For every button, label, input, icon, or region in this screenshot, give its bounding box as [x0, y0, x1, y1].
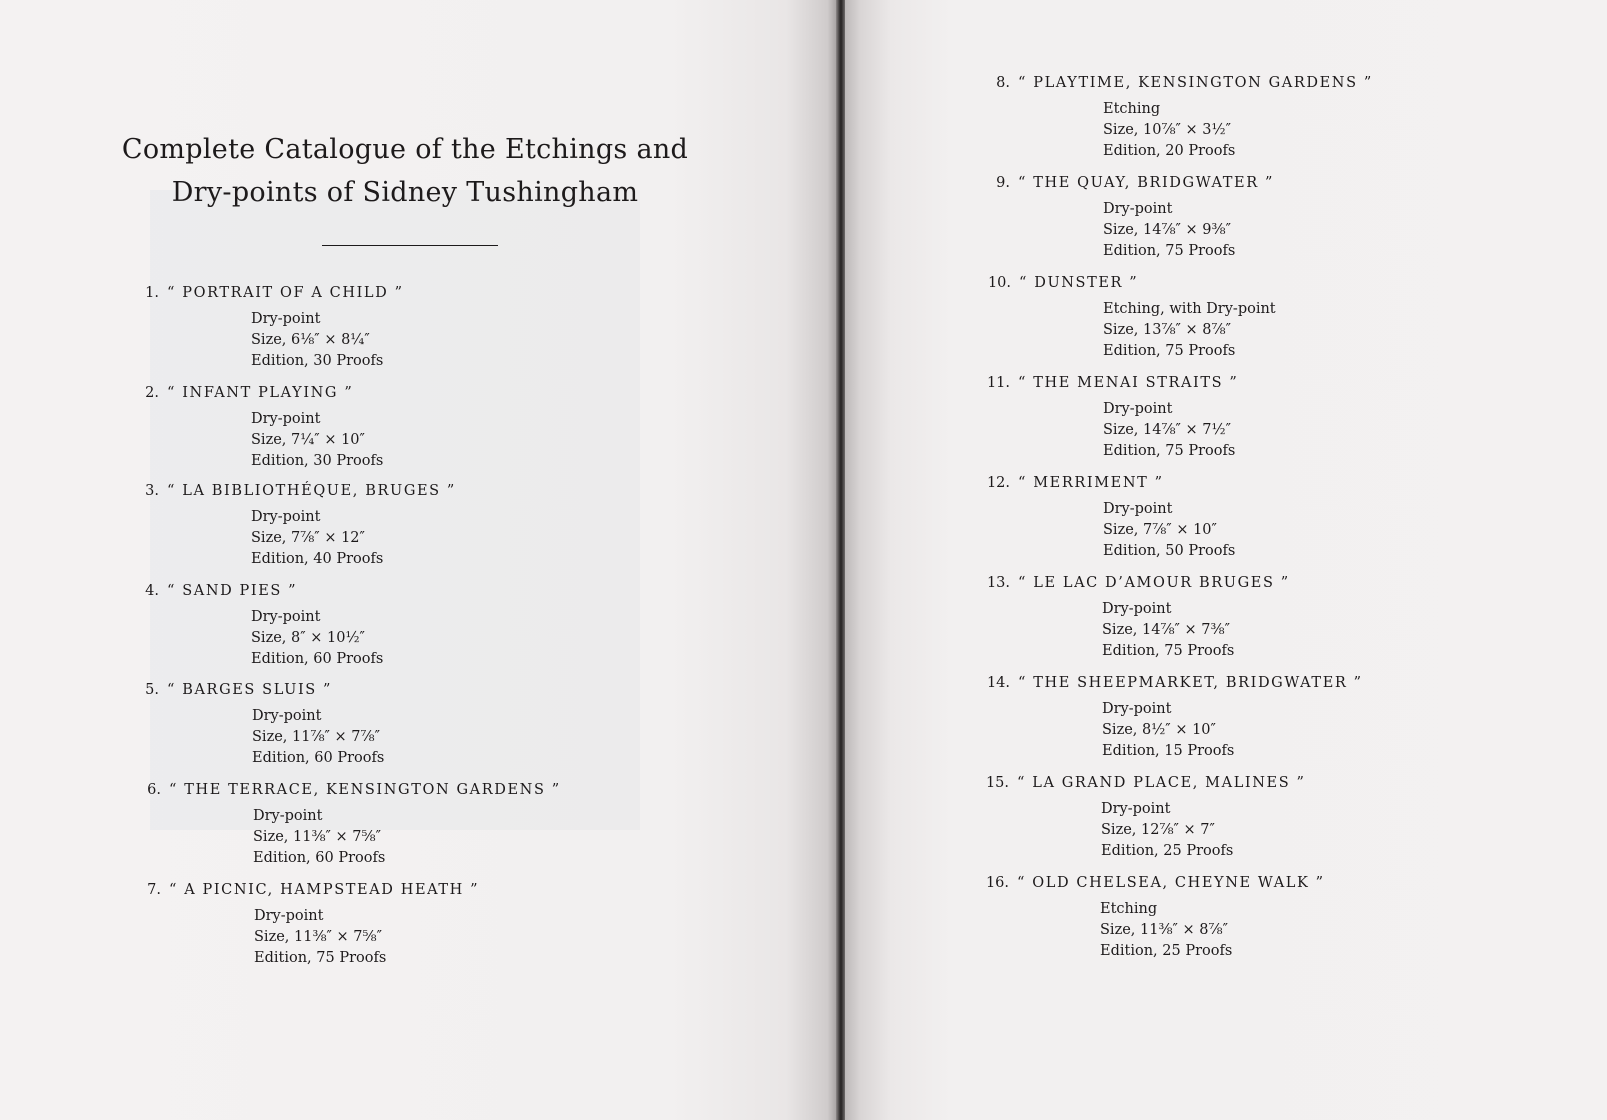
entry-title: “ BARGES SLUIS ”	[167, 682, 333, 698]
catalogue-entry	[975, 475, 1235, 562]
entry-medium: Dry-point	[1101, 801, 1171, 817]
entry-edition: Edition, 25 Proofs	[1101, 843, 1234, 859]
entry-title: “ THE TERRACE, KENSINGTON GARDENS ”	[169, 782, 561, 798]
entry-number: 8.	[996, 75, 1010, 91]
entry-title: “ LE LAC D’AMOUR BRUGES ”	[1018, 575, 1290, 591]
entry-medium: Etching	[1103, 101, 1161, 117]
entry-number: 6.	[147, 782, 161, 798]
entry-details	[1103, 99, 1235, 162]
entry-heading	[975, 475, 1235, 499]
entry-size: Size, 12⅞″ × 7″	[1101, 822, 1215, 838]
entry-size: Size, 14⅞″ × 9⅜″	[1103, 222, 1231, 238]
book-gutter	[836, 0, 845, 1120]
entry-size: Size, 11⅜″ × 7⅝″	[254, 929, 382, 945]
entry-medium: Dry-point	[251, 609, 321, 625]
entry-details	[1103, 299, 1276, 362]
entry-details	[251, 309, 383, 372]
entry-title: “ LA BIBLIOTHÉQUE, BRUGES ”	[167, 483, 456, 499]
catalogue-entry	[985, 75, 1373, 162]
entry-medium: Dry-point	[251, 311, 321, 327]
title-line-2: Dry-points of Sidney Tushingham	[171, 177, 639, 208]
entry-details	[1103, 399, 1235, 462]
entry-title: “ THE SHEEPMARKET, BRIDGWATER ”	[1018, 675, 1363, 691]
entry-heading	[975, 675, 1363, 699]
catalogue-title	[110, 128, 700, 214]
entry-title: “ LA GRAND PLACE, MALINES ”	[1017, 775, 1306, 791]
entry-medium: Dry-point	[1102, 601, 1172, 617]
entry-size: Size, 11⅜″ × 8⅞″	[1100, 922, 1228, 938]
entry-heading	[137, 882, 480, 906]
entry-heading	[975, 275, 1276, 299]
catalogue-entry	[975, 875, 1325, 962]
entry-details	[1100, 899, 1232, 962]
entry-edition: Edition, 30 Proofs	[251, 353, 384, 369]
entry-number: 12.	[986, 475, 1010, 491]
entry-title: “ THE QUAY, BRIDGWATER ”	[1018, 175, 1274, 191]
entry-number: 11.	[986, 375, 1010, 391]
entry-edition: Edition, 75 Proofs	[254, 950, 387, 966]
entry-number: 2.	[145, 385, 159, 401]
entry-size: Size, 7⅞″ × 10″	[1103, 522, 1217, 538]
entry-number: 1.	[145, 285, 159, 301]
right-page	[845, 0, 1607, 1120]
catalogue-entry	[137, 682, 384, 769]
entry-size: Size, 14⅞″ × 7⅜″	[1102, 622, 1230, 638]
entry-title: “ MERRIMENT ”	[1018, 475, 1164, 491]
entry-title: “ DUNSTER ”	[1019, 275, 1139, 291]
entry-details	[252, 706, 384, 769]
entry-heading	[137, 483, 456, 507]
entry-number: 14.	[986, 675, 1010, 691]
entry-number: 9.	[996, 175, 1010, 191]
entry-size: Size, 13⅞″ × 8⅞″	[1103, 322, 1231, 338]
catalogue-entry	[137, 285, 404, 372]
entry-medium: Dry-point	[1103, 401, 1173, 417]
entry-title: “ OLD CHELSEA, CHEYNE WALK ”	[1017, 875, 1325, 891]
entry-size: Size, 10⅞″ × 3½″	[1103, 122, 1231, 138]
entry-number: 3.	[145, 483, 159, 499]
entry-medium: Dry-point	[251, 509, 321, 525]
entry-heading	[137, 285, 404, 309]
entry-edition: Edition, 60 Proofs	[252, 750, 385, 766]
entry-heading	[975, 775, 1306, 799]
entry-edition: Edition, 60 Proofs	[253, 850, 386, 866]
entry-size: Size, 11⅜″ × 7⅝″	[253, 829, 381, 845]
entry-title: “ INFANT PLAYING ”	[167, 385, 354, 401]
entry-size: Size, 7¼″ × 10″	[251, 432, 365, 448]
catalogue-entry	[985, 175, 1274, 262]
entry-number: 7.	[147, 882, 161, 898]
entry-edition: Edition, 75 Proofs	[1103, 343, 1236, 359]
entry-size: Size, 14⅞″ × 7½″	[1103, 422, 1231, 438]
entry-medium: Dry-point	[1103, 201, 1173, 217]
entry-medium: Dry-point	[252, 708, 322, 724]
catalogue-entry	[975, 675, 1363, 762]
entry-heading	[985, 75, 1373, 99]
entry-title: “ PORTRAIT OF A CHILD ”	[167, 285, 404, 301]
catalogue-entry	[137, 782, 561, 869]
entry-title: “ PLAYTIME, KENSINGTON GARDENS ”	[1018, 75, 1373, 91]
entry-heading	[975, 375, 1239, 399]
title-line-1: Complete Catalogue of the Etchings and	[121, 134, 689, 165]
entry-edition: Edition, 20 Proofs	[1103, 143, 1236, 159]
entry-medium: Dry-point	[251, 411, 321, 427]
entry-number: 5.	[145, 682, 159, 698]
entry-edition: Edition, 30 Proofs	[251, 453, 384, 469]
entry-heading	[975, 875, 1325, 899]
catalogue-entry	[137, 385, 383, 472]
entry-details	[254, 906, 386, 969]
entry-medium: Dry-point	[1102, 701, 1172, 717]
entry-details	[1102, 599, 1234, 662]
entry-number: 15.	[985, 775, 1009, 791]
entry-edition: Edition, 40 Proofs	[251, 551, 384, 567]
catalogue-entry	[975, 775, 1306, 862]
entry-size: Size, 8″ × 10½″	[251, 630, 365, 646]
entry-details	[251, 507, 383, 570]
entry-edition: Edition, 75 Proofs	[1102, 643, 1235, 659]
entry-heading	[137, 782, 561, 806]
entry-edition: Edition, 50 Proofs	[1103, 543, 1236, 559]
entry-medium: Etching, with Dry-point	[1103, 301, 1276, 317]
catalogue-entry	[137, 882, 480, 969]
entry-heading	[985, 175, 1274, 199]
entry-heading	[137, 682, 384, 706]
entry-details	[251, 607, 383, 670]
entry-details	[251, 409, 383, 472]
entry-details	[253, 806, 385, 869]
entry-number: 16.	[985, 875, 1009, 891]
entry-number: 13.	[986, 575, 1010, 591]
entry-details	[1103, 199, 1235, 262]
entry-size: Size, 8½″ × 10″	[1102, 722, 1216, 738]
entry-size: Size, 11⅞″ × 7⅞″	[252, 729, 380, 745]
catalogue-entry	[975, 375, 1239, 462]
entry-size: Size, 6⅛″ × 8¼″	[251, 332, 370, 348]
entry-edition: Edition, 75 Proofs	[1103, 443, 1236, 459]
catalogue-entry	[137, 583, 383, 670]
entry-size: Size, 7⅞″ × 12″	[251, 530, 365, 546]
entry-medium: Dry-point	[1103, 501, 1173, 517]
entry-details	[1103, 499, 1235, 562]
entry-edition: Edition, 60 Proofs	[251, 651, 384, 667]
entry-title: “ A PICNIC, HAMPSTEAD HEATH ”	[169, 882, 480, 898]
catalogue-entry	[975, 575, 1290, 662]
title-rule	[322, 245, 498, 246]
entry-medium: Dry-point	[254, 908, 324, 924]
entry-number: 4.	[145, 583, 159, 599]
entry-number: 10.	[987, 275, 1011, 291]
catalogue-entry	[137, 483, 456, 570]
entry-medium: Etching	[1100, 901, 1158, 917]
entry-details	[1101, 799, 1233, 862]
entry-edition: Edition, 75 Proofs	[1103, 243, 1236, 259]
entry-heading	[975, 575, 1290, 599]
entry-title: “ SAND PIES ”	[167, 583, 298, 599]
entry-edition: Edition, 25 Proofs	[1100, 943, 1233, 959]
entry-edition: Edition, 15 Proofs	[1102, 743, 1235, 759]
entry-details	[1102, 699, 1234, 762]
entry-title: “ THE MENAI STRAITS ”	[1018, 375, 1239, 391]
catalogue-entry	[975, 275, 1276, 362]
entry-heading	[137, 385, 383, 409]
entry-heading	[137, 583, 383, 607]
entry-medium: Dry-point	[253, 808, 323, 824]
